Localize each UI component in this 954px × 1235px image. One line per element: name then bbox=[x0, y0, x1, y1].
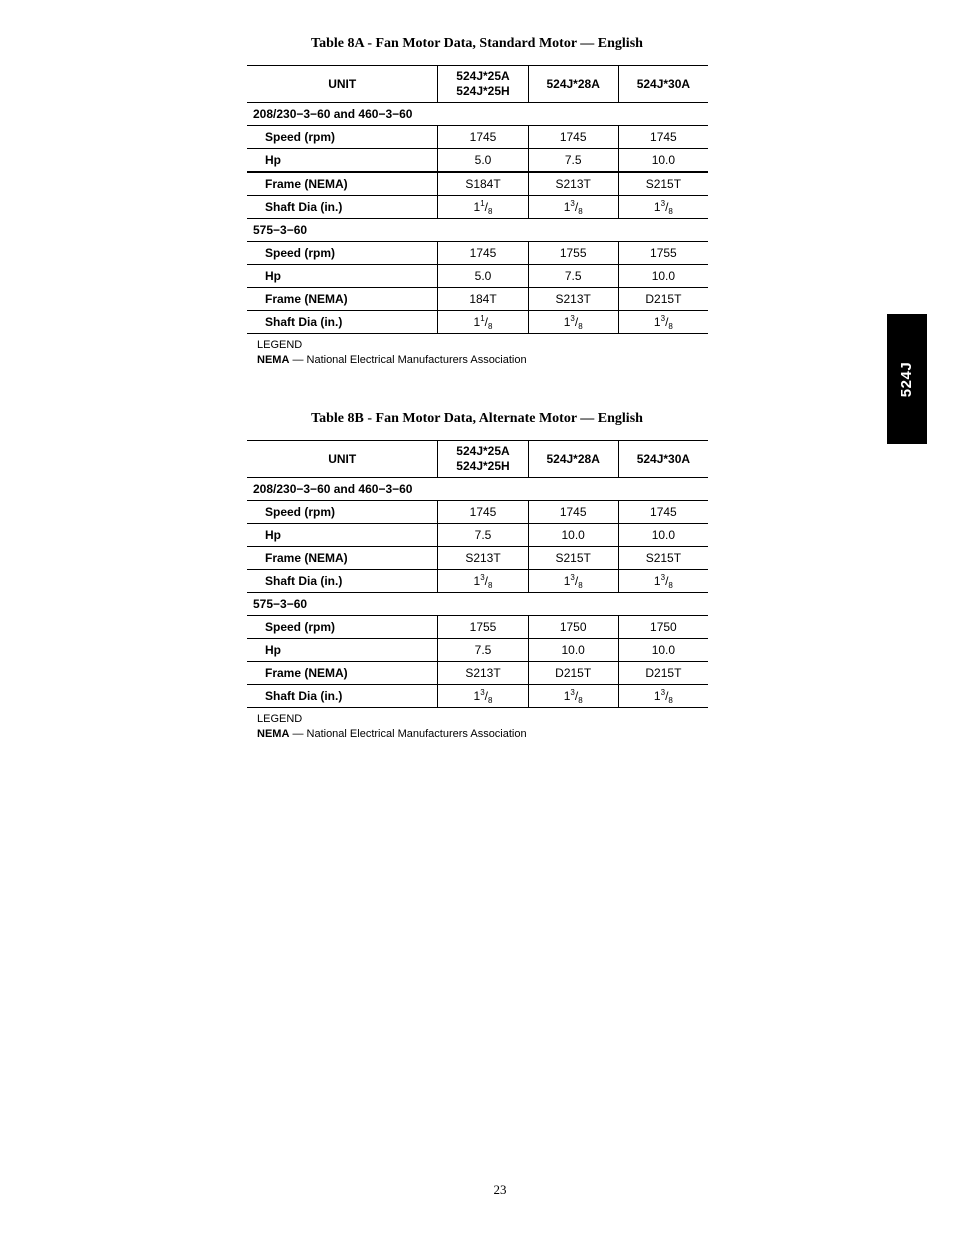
header-col1: 524J*25A 524J*25H bbox=[438, 66, 528, 103]
table-8b-caption: Table 8B - Fan Motor Data, Alternate Motor — English bbox=[311, 411, 643, 426]
header-col2: 524J*28A bbox=[528, 441, 618, 478]
table-row: Speed (rpm) 1745 1755 1755 bbox=[247, 242, 708, 265]
header-col1: 524J*25A 524J*25H bbox=[438, 441, 528, 478]
fraction-value: $1^3/_8$ bbox=[438, 570, 528, 593]
fraction-value: $1^3/_8$ bbox=[438, 685, 528, 708]
section-row: 575−3−60 bbox=[247, 219, 708, 242]
table-8a-caption: Table 8A - Fan Motor Data, Standard Motor — English bbox=[311, 36, 643, 51]
table-8a bbox=[247, 65, 708, 334]
fraction-value: $1^3/_8$ bbox=[528, 570, 618, 593]
table-row: Hp 5.0 7.5 10.0 bbox=[247, 149, 708, 173]
header-col2: 524J*28A bbox=[528, 66, 618, 103]
table-row: Shaft Dia (in.) $1^1/_8$ $1^3/_8$ $1^3/_8$ bbox=[247, 196, 708, 219]
header-col3: 524J*30A bbox=[618, 441, 708, 478]
table-row: Speed (rpm) 1745 1745 1745 bbox=[247, 126, 708, 149]
fraction-value: $1^3/_8$ bbox=[528, 311, 618, 334]
fraction-value: $1^3/_8$ bbox=[618, 196, 708, 219]
table-row: Speed (rpm) 1755 1750 1750 bbox=[247, 616, 708, 639]
fraction-value: $1^3/_8$ bbox=[528, 196, 618, 219]
page-number: 23 bbox=[493, 1182, 507, 1197]
table-row: Hp 7.5 10.0 10.0 bbox=[247, 639, 708, 662]
table-row: Hp 7.5 10.0 10.0 bbox=[247, 524, 708, 547]
section-row: 575−3−60 bbox=[247, 593, 708, 616]
header-unit: UNIT bbox=[247, 441, 438, 478]
fraction-value: $1^1/_8$ bbox=[438, 311, 528, 334]
header-unit: UNIT bbox=[247, 66, 438, 103]
fraction-value: $1^3/_8$ bbox=[618, 570, 708, 593]
table-row: Shaft Dia (in.) $1^1/_8$ $1^3/_8$ $1^3/_8$ bbox=[247, 311, 708, 334]
table-row: Shaft Dia (in.) $1^3/_8$ $1^3/_8$ $1^3/_8$ bbox=[247, 570, 708, 593]
table-row: Frame (NEMA) 184T S213T D215T bbox=[247, 288, 708, 311]
table-8a-legend: LEGEND NEMA — National Electrical Manufacturers Association bbox=[257, 339, 527, 366]
table-row: Frame (NEMA) S184T S213T S215T bbox=[247, 172, 708, 196]
fraction-value: $1^1/_8$ bbox=[438, 196, 528, 219]
section-row: 208/230−3−60 and 460−3−60 bbox=[247, 478, 708, 501]
table-header-row bbox=[247, 441, 708, 478]
table-row: Speed (rpm) 1745 1745 1745 bbox=[247, 501, 708, 524]
header-col3: 524J*30A bbox=[618, 66, 708, 103]
table-header-row bbox=[247, 66, 708, 103]
table-row: Hp 5.0 7.5 10.0 bbox=[247, 265, 708, 288]
table-8b bbox=[247, 440, 708, 708]
fraction-value: $1^3/_8$ bbox=[528, 685, 618, 708]
fraction-value: $1^3/_8$ bbox=[618, 311, 708, 334]
table-row: Shaft Dia (in.) $1^3/_8$ $1^3/_8$ $1^3/_8$ bbox=[247, 685, 708, 708]
section-row: 208/230−3−60 and 460−3−60 bbox=[247, 103, 708, 126]
table-row: Frame (NEMA) S213T D215T D215T bbox=[247, 662, 708, 685]
table-8b-legend: LEGEND NEMA — National Electrical Manufacturers Association bbox=[257, 713, 527, 740]
section-side-tab: 524J bbox=[887, 314, 927, 444]
table-row: Frame (NEMA) S213T S215T S215T bbox=[247, 547, 708, 570]
fraction-value: $1^3/_8$ bbox=[618, 685, 708, 708]
